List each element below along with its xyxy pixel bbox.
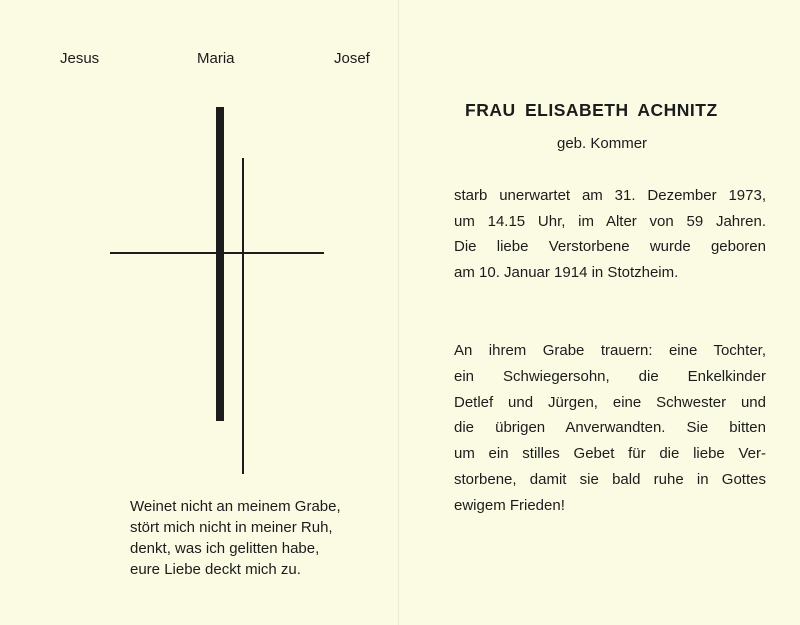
cross-thick-bar — [216, 107, 224, 421]
poem-line: stört mich nicht in meiner Ruh, — [130, 519, 333, 536]
birth-name: geb. Kommer — [557, 135, 648, 152]
paragraph-line: starb unerwartet am 31. Dezember 1973, — [454, 187, 766, 204]
paragraph-line: am 10. Januar 1914 in Stotzheim. — [454, 264, 679, 282]
poem-line: eure Liebe deckt mich zu. — [130, 561, 301, 578]
poem-line: Weinet nicht an meinem Grabe, — [130, 498, 341, 515]
mourners-paragraph — [454, 338, 766, 519]
paragraph-line: ein Schwiegersohn, die Enkelkinder — [454, 367, 766, 385]
card-fold — [398, 0, 399, 625]
death-notice-paragraph — [454, 183, 766, 286]
paragraph-line: um ein stilles Gebet für die liebe Ver- — [454, 445, 766, 463]
name-maria: Maria — [197, 50, 235, 67]
paragraph-line: An ihrem Grabe trauern: eine Tochter, — [454, 342, 766, 359]
deceased-name: FRAU ELISABETH ACHNITZ — [465, 100, 718, 120]
name-josef: Josef — [334, 50, 370, 67]
paragraph-line: Detlef und Jürgen, eine Schwester und — [454, 393, 766, 411]
poem-line: denkt, was ich gelitten habe, — [130, 540, 320, 557]
cross-thin-bar — [242, 158, 244, 474]
paragraph-line: die übrigen Anverwandten. Sie bitten — [454, 419, 766, 437]
name-jesus: Jesus — [60, 50, 100, 67]
paragraph-line: ewigem Frieden! — [454, 496, 565, 514]
paragraph-line: Die liebe Verstorbene wurde geboren — [454, 238, 766, 256]
paragraph-line: um 14.15 Uhr, im Alter von 59 Jahren. — [454, 212, 766, 230]
cross-horizontal-bar — [110, 252, 324, 254]
memorial-poem — [130, 496, 341, 580]
paragraph-line: storbene, damit sie bald ruhe in Gottes — [454, 470, 766, 488]
